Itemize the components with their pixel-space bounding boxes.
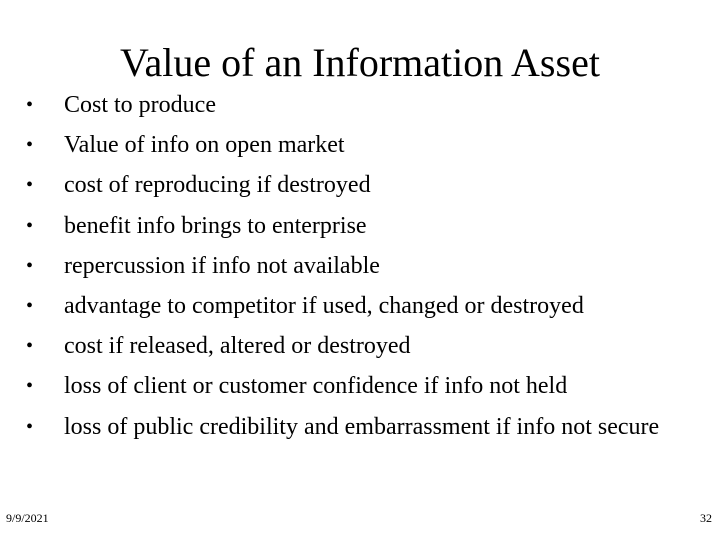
bullet-icon: • (26, 214, 34, 237)
list-item (26, 410, 696, 444)
bullet-icon: • (26, 294, 34, 317)
list-item (26, 369, 696, 403)
bullet-text: repercussion if info not available (64, 252, 380, 279)
bullet-text: loss of client or customer confidence if info not held (64, 373, 568, 400)
bullet-list (26, 88, 696, 450)
list-item (26, 168, 696, 202)
bullet-icon: • (26, 134, 34, 157)
bullet-text: advantage to competitor if used, changed or destroyed (64, 292, 584, 319)
bullet-icon: • (26, 174, 34, 197)
list-item (26, 209, 696, 243)
bullet-text: cost of reproducing if destroyed (64, 172, 371, 199)
bullet-text: loss of public credibility and embarrassment if info not secure (64, 413, 660, 440)
page-number: 32 (700, 511, 712, 525)
bullet-icon: • (26, 335, 34, 358)
bullet-icon: • (26, 94, 34, 116)
bullet-icon: • (26, 415, 34, 438)
list-item (26, 249, 696, 283)
bullet-text: Value of info on open market (64, 132, 345, 159)
bullet-text: cost if released, altered or destroyed (64, 333, 411, 360)
bullet-icon: • (26, 254, 34, 277)
list-item (26, 88, 696, 122)
bullet-icon: • (26, 375, 34, 398)
footer-date: 9/9/2021 (6, 511, 49, 525)
list-item (26, 289, 696, 323)
list-item (26, 329, 696, 363)
list-item (26, 128, 696, 162)
bullet-text: benefit info brings to enterprise (64, 212, 367, 239)
slide-title: Value of an Information Asset (120, 39, 600, 85)
bullet-text: Cost to produce (64, 92, 216, 118)
